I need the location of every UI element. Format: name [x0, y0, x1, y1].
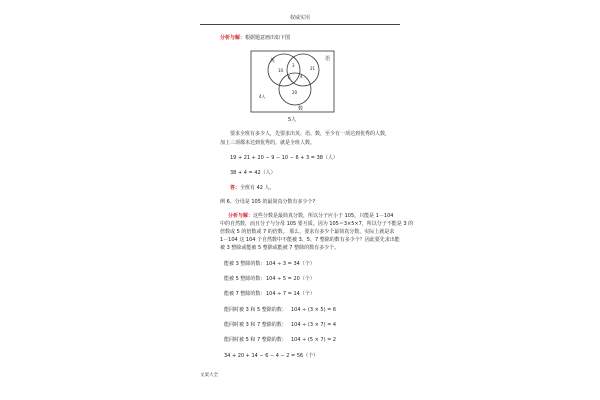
- answer1-text: 全班有 42 人。: [240, 185, 275, 191]
- page-header: 权威实用: [289, 15, 310, 21]
- analysis1-line: [220, 35, 290, 41]
- row-equation: 104 ÷ (3 × 5) = 6: [291, 307, 337, 313]
- row-label: 能同时被 3 和 5 整除的数：: [224, 307, 287, 313]
- venn-value-english-only: 10: [278, 68, 284, 73]
- row-label: 能被 3 整除的数：: [224, 261, 266, 267]
- analysis2-text1: 这些分数是最简真分数，所以分子应小于 105，只能是 1－104: [253, 213, 394, 219]
- para1-line1: 要求全班有多少人，先要求出英、语、数，至少有一项达到优秀的人数，: [230, 131, 391, 137]
- venn-value-chinese-only: 21: [310, 66, 316, 71]
- analysis2-line3: 倍数或 5 的倍数或 7 的倍数。 那么，要求有多少个最简真分数，实际上就是求: [220, 229, 395, 235]
- venn-value-chinese-math: 4: [300, 74, 303, 79]
- venn-value-english-math: 6: [288, 75, 291, 80]
- row-equation: 104 ÷ (5 × 7) = 2: [291, 337, 337, 343]
- row-equation: 104 ÷ 3 = 34（个）: [266, 261, 315, 267]
- row-label: 能同时被 5 和 7 整除的数：: [224, 337, 287, 343]
- venn-label-chinese: 语: [325, 56, 331, 62]
- venn-universe-box: [251, 51, 334, 112]
- final-equation: 34 + 20 + 14 − 6 − 4 − 2 = 56（个）: [224, 353, 319, 359]
- example6-title: 例 6、分母是 105 的最简真分数有多少个?: [220, 199, 316, 205]
- answer1-line: [230, 185, 275, 191]
- row-label: 能被 7 整除的数：: [224, 291, 266, 297]
- row-label: 能被 5 整除的数：: [224, 276, 266, 282]
- venn-value-math-only: 20: [292, 90, 298, 95]
- analysis2-line2: 中的自然数，而且分子与分母 105 要互质。因为 105＝3×5×7，所以分子不能是 3 的: [220, 221, 414, 227]
- analysis1-label: 分析与解：: [220, 35, 246, 41]
- analysis2-line5: 被 3 整除或能被 5 整除或能被 7 整除的数有多少个。: [220, 245, 340, 251]
- venn-circle-math: [279, 73, 311, 105]
- row-equation: 104 ÷ 5 = 20（个）: [266, 276, 315, 282]
- analysis2-line4: 1－104 这 104 个自然数中不能被 3、5、7 整除的数有多少个？因此要先求出能: [220, 237, 400, 243]
- analysis1-text: 根据题意画出如下图: [245, 35, 291, 41]
- analysis2-line1: [228, 213, 393, 219]
- equation-2: 38 + 4 = 42（人）: [230, 170, 276, 176]
- venn-caption: 5人: [288, 117, 297, 123]
- venn-label-english: 英: [270, 58, 276, 64]
- header-rule: [200, 24, 400, 25]
- row-equation: 104 ÷ 7 = 14（个）: [266, 291, 315, 297]
- equation-1: 19 + 21 + 20 − 9 − 10 − 6 + 3 = 38（人）: [230, 155, 338, 161]
- row-label: 能同时被 3 和 7 整除的数：: [224, 322, 287, 328]
- venn-label-math: 数: [298, 106, 304, 112]
- row-equation: 104 ÷ (3 × 7) = 4: [291, 322, 337, 328]
- venn-value-english-chinese: 3: [292, 63, 295, 68]
- venn-value-none: 4人: [259, 94, 266, 99]
- venn-diagram: [250, 50, 335, 113]
- answer1-label: 答：: [230, 185, 241, 191]
- page-footer: 文案大全: [200, 373, 218, 378]
- analysis2-label: 分析与解：: [228, 213, 254, 219]
- para1-line2: 加上三项都未达到优秀的，就是全班人数。: [220, 140, 316, 146]
